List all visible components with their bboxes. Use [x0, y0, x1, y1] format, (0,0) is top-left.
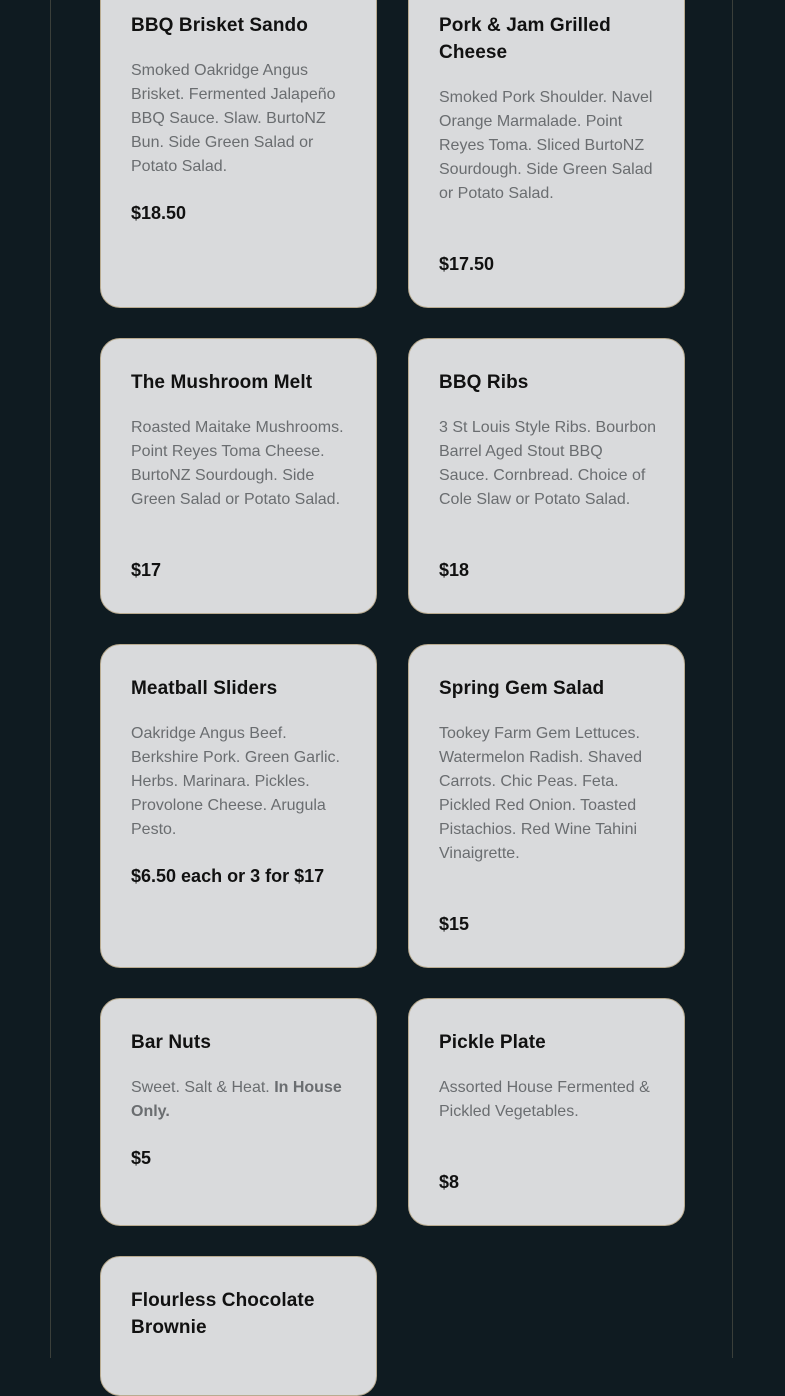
menu-item-price: $15 — [439, 914, 470, 934]
menu-item-description: Smoked Oakridge Angus Brisket. Fermented Jalapeño BBQ Sauce. Slaw. BurtoNZ Bun. Side Green Salad or Potato Salad. — [131, 62, 336, 175]
menu-item-price: $5 — [131, 1148, 152, 1168]
menu-item-title: Meatball Sliders — [131, 678, 278, 699]
menu-card-pork-jam-grilled-cheese — [408, 0, 685, 308]
menu-item-description: Roasted Maitake Mushrooms. Point Reyes Toma Cheese. BurtoNZ Sourdough. Side Green Salad or Potato Salad. — [131, 419, 344, 508]
menu-item-description-note: In House Only. — [131, 1079, 342, 1120]
menu-item-description: Tookey Farm Gem Lettuces. Watermelon Radish. Shaved Carrots. Chic Peas. Feta. Pickled Red Onion. Toasted Pistachios. Red Wine Tahini Vinaigrette. — [439, 725, 643, 862]
menu-card-flourless-chocolate-brownie — [100, 1256, 377, 1396]
menu-item-description-text: Sweet. Salt & Heat. — [131, 1079, 270, 1096]
menu-item-description: Assorted House Fermented & Pickled Vegetables. — [439, 1079, 650, 1120]
menu-item-title: Bar Nuts — [131, 1032, 211, 1053]
menu-item-title: BBQ Ribs — [439, 372, 529, 393]
menu-card-the-mushroom-melt — [100, 338, 377, 614]
menu-item-title: BBQ Brisket Sando — [131, 15, 308, 36]
menu-card-bbq-ribs — [408, 338, 685, 614]
menu-item-price: $6.50 each or 3 for $17 — [131, 866, 325, 886]
menu-item-description: 3 St Louis Style Ribs. Bourbon Barrel Aged Stout BBQ Sauce. Cornbread. Choice of Cole Slaw or Potato Salad. — [439, 419, 657, 508]
menu-card-meatball-sliders — [100, 644, 377, 968]
menu-card-bbq-brisket-sando — [100, 0, 377, 308]
menu-item-price: $17.50 — [439, 254, 495, 274]
menu-item-title: The Mushroom Melt — [131, 372, 313, 393]
menu-item-description: Oakridge Angus Beef. Berkshire Pork. Green Garlic. Herbs. Marinara. Pickles. Provolone Cheese. Arugula Pesto. — [131, 725, 340, 838]
menu-item-price: $17 — [131, 560, 162, 580]
menu-item-price: $8 — [439, 1172, 460, 1192]
menu-card-spring-gem-salad — [408, 644, 685, 968]
menu-item-description: Smoked Pork Shoulder. Navel Orange Marmalade. Point Reyes Toma. Sliced BurtoNZ Sourdough. Side Green Salad or Potato Salad. — [439, 89, 653, 202]
menu-item-title: Pickle Plate — [439, 1032, 546, 1053]
menu-item-title: Spring Gem Salad — [439, 678, 605, 699]
menu-item-description — [131, 1076, 348, 1124]
menu-card-pickle-plate — [408, 998, 685, 1226]
menu-item-title: Pork & Jam Grilled Cheese — [439, 15, 611, 63]
menu-card-bar-nuts — [100, 998, 377, 1226]
menu-item-title: Flourless Chocolate Brownie — [131, 1290, 315, 1338]
menu-item-price: $18 — [439, 560, 470, 580]
menu-item-price: $18.50 — [131, 203, 187, 223]
